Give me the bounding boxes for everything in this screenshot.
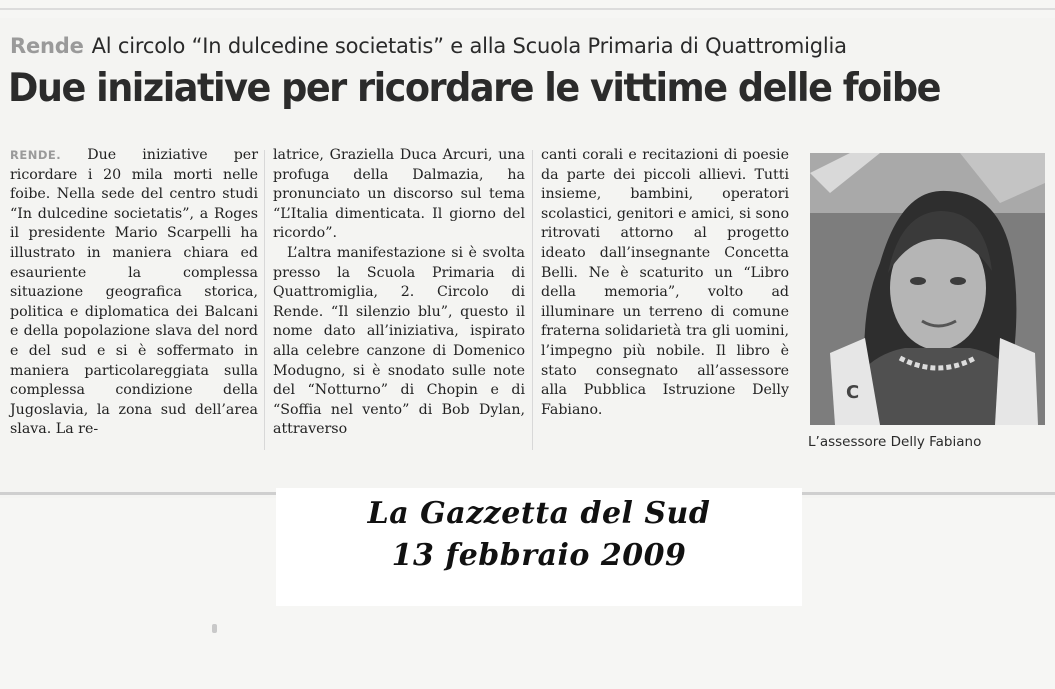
article-headline: Due iniziative per ricordare le vittime delle foibe — [8, 66, 940, 111]
column-2-paragraph-1: latrice, Graziella Duca Arcuri, una profuga della Dalmazia, ha pronunciato un discorso sul tema “L’Italia dimenticata. Il giorno del ricordo”. — [273, 147, 525, 242]
column-2-paragraph-2: L’altra manifestazione si è svolta presso la Scuola Primaria di Quattromiglia, 2. Circolo di Rende. “Il silenzio blu”, questo il nome dato all’iniziativa, ispirato alla celebre canzone di Domenico Modugno, si è snodato sulle note del “Notturno” di Chopin e di “Soffia nel vento” di Bob Dylan, attraverso — [273, 244, 525, 438]
article-column-2 — [273, 146, 525, 456]
kicker-place: Rende — [10, 34, 84, 58]
scan-speck — [212, 624, 217, 633]
portrait-photo — [810, 153, 1045, 425]
column-divider — [532, 150, 533, 450]
publication-name: La Gazzetta del Sud — [367, 496, 711, 531]
column-3-paragraph: canti corali e recitazioni di poesie da parte dei piccoli allievi. Tutti insieme, bambini, operatori scolastici, genitori e amici, si sono ritrovati attorno al progetto ideato dall’insegnante Concetta Belli. Ne è scaturito un “Libro della memoria”, volto ad illuminare un terreno di comune fraterna solidarietà tra gli uomini, l’impegno più nobile. Il libro è stato consegnato all’assessore alla Pubblica Istruzione Delly Fabiano. — [541, 147, 789, 418]
portrait-illustration — [810, 153, 1045, 425]
photo-caption: L’assessore Delly Fabiano — [808, 434, 982, 450]
svg-text:C: C — [846, 382, 860, 403]
publication-date: 13 febbraio 2009 — [391, 538, 687, 573]
kicker-text: Al circolo “In dulcedine societatis” e alla Scuola Primaria di Quattromiglia — [91, 34, 847, 58]
column-1-paragraph — [10, 146, 258, 440]
article-column-1 — [10, 146, 258, 456]
article-dateline: RENDE. — [10, 148, 62, 162]
article-kicker — [10, 34, 1050, 64]
scan-edge-line — [0, 8, 1055, 10]
column-divider — [264, 150, 265, 450]
source-label-box — [276, 488, 802, 606]
column-1-text: Due iniziative per ricordare i 20 mila morti nelle foibe. Nella sede del centro studi “In dulcedine societatis”, a Roges il presidente Mario Scarpelli ha illustrato in maniera chiara ed esauriente la complessa situazione geografica storica, politica e diplomatica dei Balcani e della popolazione slava del nord e del sud e si è soffermato in maniera particolareggiata sulla complessa condizione della Jugoslavia, la zona sud dell’area slava. La re- — [10, 147, 258, 438]
article-column-3 — [541, 146, 789, 456]
